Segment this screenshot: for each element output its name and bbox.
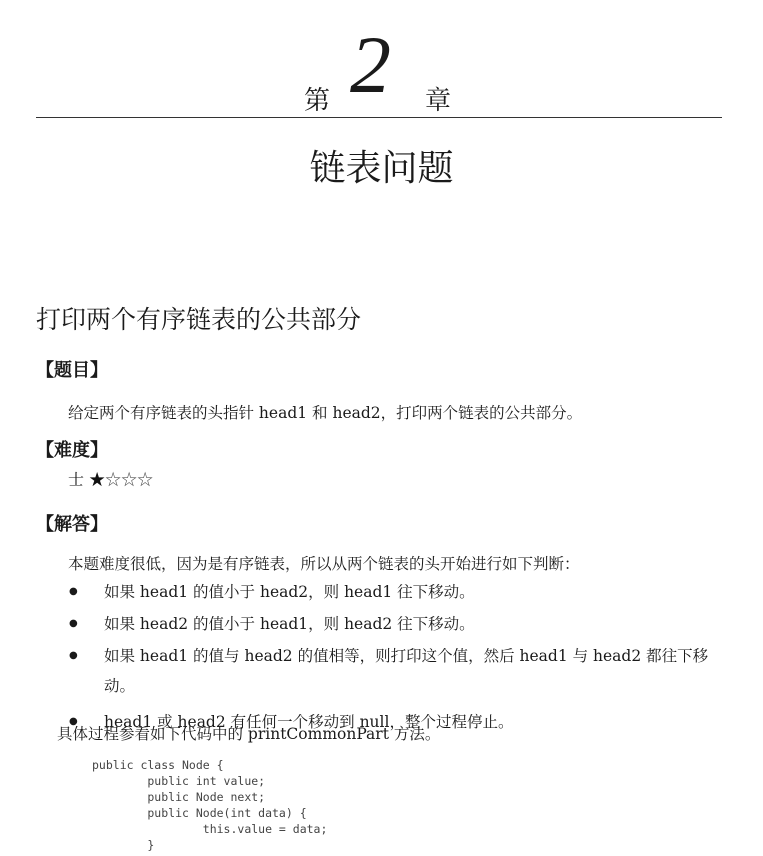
list-item: ● 如果 head1 的值小于 head2，则 head1 往下移动。 xyxy=(60,577,730,607)
section-title: 打印两个有序链表的公共部分 xyxy=(36,305,362,334)
closing-text: 具体过程参看如下代码中的 printCommonPart 方法。 xyxy=(57,725,441,743)
condition-list xyxy=(60,577,730,739)
answer-intro: 本题难度很低，因为是有序链表，所以从两个链表的头开始进行如下判断： xyxy=(68,555,580,573)
chapter-prefix: 第 xyxy=(304,86,331,116)
list-item: ● 如果 head2 的值小于 head1，则 head2 往下移动。 xyxy=(60,609,730,639)
answer-label: 【解答】 xyxy=(36,514,108,535)
chapter-heading xyxy=(0,18,763,116)
chapter-suffix: 章 xyxy=(425,86,452,116)
star-empty-icon: ☆☆☆ xyxy=(105,470,154,489)
list-item: ● 如果 head1 的值与 head2 的值相等，则打印这个值，然后 head1 与 head2 都往下移动。 xyxy=(60,641,730,701)
problem-text: 给定两个有序链表的头指针 head1 和 head2，打印两个链表的公共部分。 xyxy=(68,404,583,422)
chapter-divider xyxy=(36,117,722,118)
difficulty-rank: 士 xyxy=(68,470,85,489)
chapter-title: 链表问题 xyxy=(309,148,454,189)
difficulty-rating xyxy=(68,467,153,490)
chapter-number: 2 xyxy=(350,19,391,110)
star-filled-icon: ★ xyxy=(89,470,106,489)
list-item: ● head1 或 head2 有任何一个移动到 null，整个过程停止。 xyxy=(60,707,730,737)
difficulty-label: 【难度】 xyxy=(36,440,108,461)
code-block: public class Node { public int value; public Node next; public Node(int data) { this.value = data; } xyxy=(92,758,328,852)
problem-label: 【题目】 xyxy=(36,360,108,381)
